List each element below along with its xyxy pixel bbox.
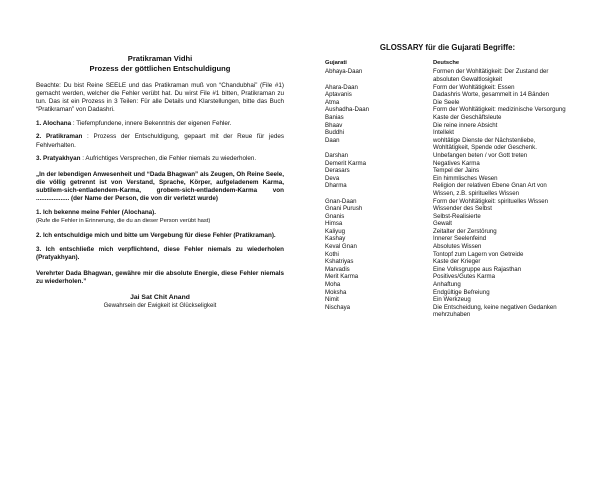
glossary-table: [325, 60, 570, 319]
vow-note: (Rufe die Fehler in Erinnerung, die du an dieser Person verübt hast): [36, 218, 211, 225]
glossary-term: Gnan-Daan: [325, 197, 357, 205]
closing-title: Jai Sat Chit Anand: [130, 293, 190, 301]
glossary-definition: Tempel der Jains: [433, 167, 480, 175]
glossary-definition: Absolutes Wissen: [433, 243, 482, 251]
glossary-term: Aptavanis: [325, 91, 352, 99]
page-subtitle: Prozess der göttlichen Entschuldigung: [89, 64, 231, 73]
glossary-definition: Tontopf zum Lagern von Getreide: [433, 250, 524, 258]
glossary-term: Kshatriyas: [325, 258, 354, 266]
glossary-term: Ahara-Daan: [325, 83, 358, 91]
glossary-term: Nischaya: [325, 303, 351, 311]
glossary-definition: Negatives Karma: [433, 159, 480, 167]
glossary-row: [325, 114, 570, 122]
column-header-deutsch: Deutsche: [433, 59, 460, 66]
glossary-column: [325, 44, 570, 319]
glossary-definition: Formen der Wohltätigkeit: Der Zustand der absoluten Gewaltlosigkeit: [433, 68, 549, 83]
glossary-term: Kashay: [325, 235, 346, 243]
glossary-row: [325, 266, 570, 274]
glossary-definition: Form der Wohltätigkeit: medizinische Versorgung: [433, 106, 566, 114]
glossary-term: Banias: [325, 113, 344, 121]
step-text: : Aufrichtiges Versprechen, die Fehler niemals zu wiederholen.: [80, 154, 257, 162]
glossary-row: [325, 198, 570, 206]
glossary-definition: Kaste der Krieger: [433, 258, 481, 266]
glossary-definition: Ein himmlisches Wesen: [433, 174, 498, 182]
glossary-term: Himsa: [325, 220, 343, 228]
glossary-definition: Eine Volksgruppe aus Rajasthan: [433, 265, 522, 273]
glossary-definition: Kaste der Geschäftsleute: [433, 113, 502, 121]
step-text: : Prozess der Entschuldigung, gepaart mit der Reue für jedes Fehlverhalten.: [36, 133, 284, 149]
glossary-row: [325, 167, 570, 175]
glossary-definition: Innerer Seelenfeind: [433, 235, 487, 243]
column-header-gujarati: Gujarati: [325, 59, 347, 66]
step-text: : Tiefempfundene, innere Bekenntnis der eigenen Fehler.: [71, 120, 232, 128]
glossary-title: GLOSSARY für die Gujarati Begriffe:: [379, 43, 516, 52]
glossary-term: Aushadha-Daan: [325, 106, 370, 114]
glossary-definition: Anhaftung: [433, 281, 461, 289]
glossary-header-row: [325, 60, 570, 69]
glossary-definition: Dadashris Worte, gesammelt in 14 Bänden: [433, 91, 550, 99]
glossary-row: [325, 91, 570, 99]
glossary-definition: Unbefangen beten / vor Gott treten: [433, 151, 528, 159]
step-label: 3. Pratyakhyan: [36, 154, 81, 162]
glossary-row: [325, 205, 570, 213]
glossary-term: Atma: [325, 98, 340, 106]
glossary-term: Darshan: [325, 151, 349, 159]
glossary-definition: Ein Werkzeug: [433, 296, 471, 304]
glossary-term: Merit Karma: [325, 273, 359, 281]
steps-list: [36, 120, 284, 162]
glossary-definition: Endgültige Befreiung: [433, 288, 490, 296]
step-label: 2. Pratikraman: [36, 133, 83, 141]
glossary-term: Kothi: [325, 250, 339, 258]
glossary-definition: Die Entscheidung, keine negativen Gedanken mehrzuhaben: [433, 303, 557, 319]
glossary-row: [325, 175, 570, 183]
glossary-term: Dharma: [325, 182, 347, 190]
glossary-row: [325, 122, 570, 130]
glossary-term: Abhaya-Daan: [325, 68, 363, 76]
glossary-row: [325, 137, 570, 152]
vows-list: [36, 209, 284, 262]
glossary-definition: Wissender des Selbst: [433, 205, 492, 213]
glossary-row: [325, 289, 570, 297]
glossary-term: Demerit Karma: [325, 159, 366, 167]
step-label: 1. Alochana: [36, 120, 72, 128]
glossary-row: [325, 304, 570, 319]
glossary-definition: Intellekt: [433, 129, 455, 137]
glossary-term: Keval Gnan: [325, 243, 357, 251]
glossary-definition: Form der Wohltätigkeit: spirituelles Wissen: [433, 197, 549, 205]
glossary-term: Moksha: [325, 288, 347, 296]
vow-text: 1. Ich bekenne meine Fehler (Alochana).: [36, 209, 157, 217]
glossary-term: Deva: [325, 174, 340, 182]
glossary-term: Bhaav: [325, 121, 343, 129]
glossary-row: [325, 84, 570, 92]
glossary-definition: Religion der relativen Ebene Gnan Art von Wissen, z.B. spirituelles Wissen: [433, 182, 547, 197]
glossary-term: Gnani Purush: [325, 205, 363, 213]
glossary-row: [325, 235, 570, 243]
glossary-term: Derasars: [325, 167, 350, 175]
glossary-row: [325, 160, 570, 168]
glossary-row: [325, 106, 570, 114]
page-title: Pratikraman Vidhi: [127, 54, 193, 63]
glossary-definition: Die Seele: [433, 98, 460, 106]
step-item: [36, 133, 284, 149]
glossary-definition: wohltätige Dienste der Nächstenliebe, Wohltätigkeit, Spende oder Geschenk.: [433, 136, 537, 152]
step-item: [36, 155, 284, 163]
glossary-definition: Die reine innere Absicht: [433, 121, 498, 129]
glossary-row: [325, 68, 570, 83]
final-prayer: Verehrter Dada Bhagwan, gewähre mir die absolute Energie, diese Fehler niemals zu wiederholen.”: [36, 269, 284, 285]
glossary-term: Kaliyug: [325, 227, 345, 235]
glossary-row: [325, 129, 570, 137]
intro-paragraph: Beachte: Du bist Reine SEELE und das Pratikraman muß von “Chandubhai” (File #1) gemacht werden, welcher die Fehler verübt hat. Du wirst File #1 bitten, Pratikraman zu tun. Das ist ein Prozess in 3 Teilen: Für alle Details und Klarstellungen, bitte das Buch “Pratikraman” von Dadashri.: [36, 82, 284, 114]
glossary-term: Nimit: [325, 296, 339, 304]
glossary-term: Marvadis: [325, 265, 350, 273]
prayer-paragraph: „In der lebendigen Anwesenheit und “Dada Bhagwan” als Zeugen, Oh Reine Seele, die völlig getrennt ist von Verstand, Sprache, Körper, aufgeladenem Karma, subtilem-sich-entladendem-Karma, grobem-sich-entladendem-Karma von ................... (der Name der Person, die von dir verletzt wurde): [36, 170, 284, 203]
vow-item: [36, 209, 284, 225]
glossary-row: [325, 228, 570, 236]
glossary-row: [325, 296, 570, 304]
glossary-row: [325, 243, 570, 251]
glossary-term: Buddhi: [325, 129, 344, 137]
glossary-row: [325, 182, 570, 197]
glossary-row: [325, 152, 570, 160]
glossary-row: [325, 281, 570, 289]
pratikraman-column: [36, 54, 284, 310]
glossary-row: [325, 251, 570, 259]
glossary-term: Gnanis: [325, 212, 345, 220]
glossary-row: [325, 213, 570, 221]
glossary-definition: Gewalt: [433, 220, 452, 228]
glossary-term: Daan: [325, 136, 340, 144]
vow-text: 3. Ich entschließe mich verpflichtend, diese Fehler niemals zu wiederholen (Pratyakhyan).: [36, 245, 284, 261]
glossary-row: [325, 258, 570, 266]
glossary-row: [325, 99, 570, 107]
glossary-row: [325, 220, 570, 228]
glossary-definition: Positives/Gutes Karma: [433, 273, 495, 281]
glossary-row: [325, 273, 570, 281]
closing-subtitle: Gewahrsein der Ewigkeit ist Glückseligkeit: [103, 303, 217, 310]
vow-item: [36, 232, 284, 240]
vow-text: 2. Ich entschuldige mich und bitte um Vergebung für diese Fehler (Pratikraman).: [36, 231, 276, 239]
glossary-definition: Zeitalter der Zerstörung: [433, 227, 497, 235]
glossary-definition: Selbst-Realisierte: [433, 212, 481, 220]
step-item: [36, 120, 284, 128]
glossary-definition: Form der Wohltätigkeit: Essen: [433, 83, 515, 91]
vow-item: [36, 246, 284, 262]
glossary-term: Moha: [325, 281, 341, 289]
